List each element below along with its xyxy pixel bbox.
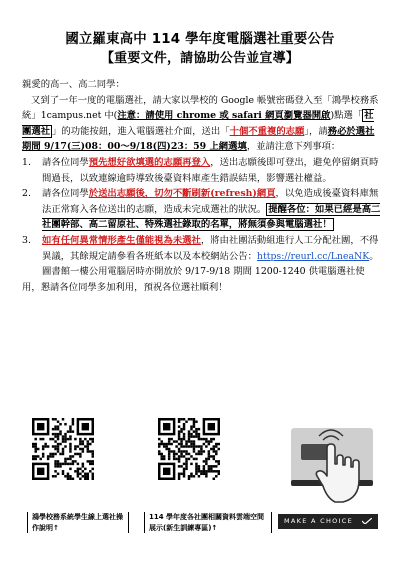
list-item xyxy=(22,186,382,233)
item3-highlight: 如有任何異常情形產生僅能視為未選社 xyxy=(42,234,201,246)
intro-text-a: 又到了一年一度的電腦選社，請大家以學校的 Google 帳號密碼登入至「鴻學校務系統」1campus.net 中( xyxy=(22,94,379,122)
page-subtitle: 【重要文件，請協助公告並宣導】 xyxy=(100,51,299,66)
announcement-body xyxy=(22,77,382,295)
item2-boxed-reminder: 提醒各位：如果已經是高二社團幹部、高二留原社、特殊選社錄取的名單，將無須參與電腦選社！ xyxy=(42,203,381,231)
club-selection-term: 社團選社 xyxy=(22,110,374,137)
greeting: 親愛的高一、高二同學： xyxy=(22,79,125,90)
qr1-caption: 鴻學校務系統學生線上選社操作說明↑ xyxy=(27,512,129,533)
item3-text-c: 。 xyxy=(369,250,379,262)
qr-code-1[interactable] xyxy=(32,418,94,480)
item-number: 3. xyxy=(22,234,31,246)
intro-text-b: )點選「 xyxy=(330,110,363,122)
item-number: 1. xyxy=(22,156,31,168)
item3-text-b: ，將由社團活動組進行人工分配社團，不得異議，其餘規定請參看各班紙本以及本校網站公告： xyxy=(42,234,379,262)
item2-text-c: ，以免造成後臺資料庫無法正常寫入各位送出的志願，造成未完成選社的狀況。 xyxy=(42,188,379,215)
list-item xyxy=(22,233,382,264)
qr2-caption: 114 學年度各社團相關資料雲端空間展示(新生訓練專區)↑ xyxy=(144,512,272,533)
make-a-choice-text: MAKE A CHOICE xyxy=(284,517,354,525)
notice-list xyxy=(22,155,382,264)
school-website-link[interactable]: https://reurl.cc/LneaNK xyxy=(256,250,370,262)
touchscreen-hand-icon xyxy=(283,418,381,508)
list-item xyxy=(22,155,382,186)
item1-text-c: ，送出志願後即可登出，避免停留網頁時間過長，以致連線逾時導致後臺資料庫產生錯誤結果，影響選社權益。 xyxy=(42,156,379,184)
qr-code-2[interactable] xyxy=(158,418,220,480)
item2-text-a: 請各位同學 xyxy=(42,188,89,200)
selection-period: 務必於選社期間 9/17(三)08：00～9/18(四)23：59 上網選填 xyxy=(22,125,375,153)
item1-highlight: 預先想好欲填選的志願再登入 xyxy=(88,156,211,168)
paragraph-intro xyxy=(22,93,382,155)
intro-text-d: 」，請 xyxy=(304,125,328,137)
intro-text-c: 」的功能按鈕，進入電腦選社介面，送出「 xyxy=(52,125,230,137)
make-a-choice-banner xyxy=(278,514,378,529)
intro-text-e: ，並請注意下列事項： xyxy=(246,141,341,153)
check-icon xyxy=(362,518,372,524)
item-number: 2. xyxy=(22,188,31,200)
item1-text-a: 請各位同學 xyxy=(42,156,89,168)
browser-note: 注意：請使用 chrome 或 safari 網頁瀏覽器開啟 xyxy=(117,110,331,122)
page-title: 國立羅東高中 114 學年度電腦選社重要公告 xyxy=(65,32,335,47)
paragraph-closing: 圖書館一樓公用電腦居時亦開放於 9/17-9/18 期間 1200-1240 供電腦選社使用，懇請各位同學多加利用，預祝各位選社順利！ xyxy=(22,266,365,293)
item2-highlight: 於送出志願後，切勿不斷刷新(refresh)網頁 xyxy=(88,188,276,200)
ten-wishes-term: 十個不重複的志願 xyxy=(229,125,305,137)
